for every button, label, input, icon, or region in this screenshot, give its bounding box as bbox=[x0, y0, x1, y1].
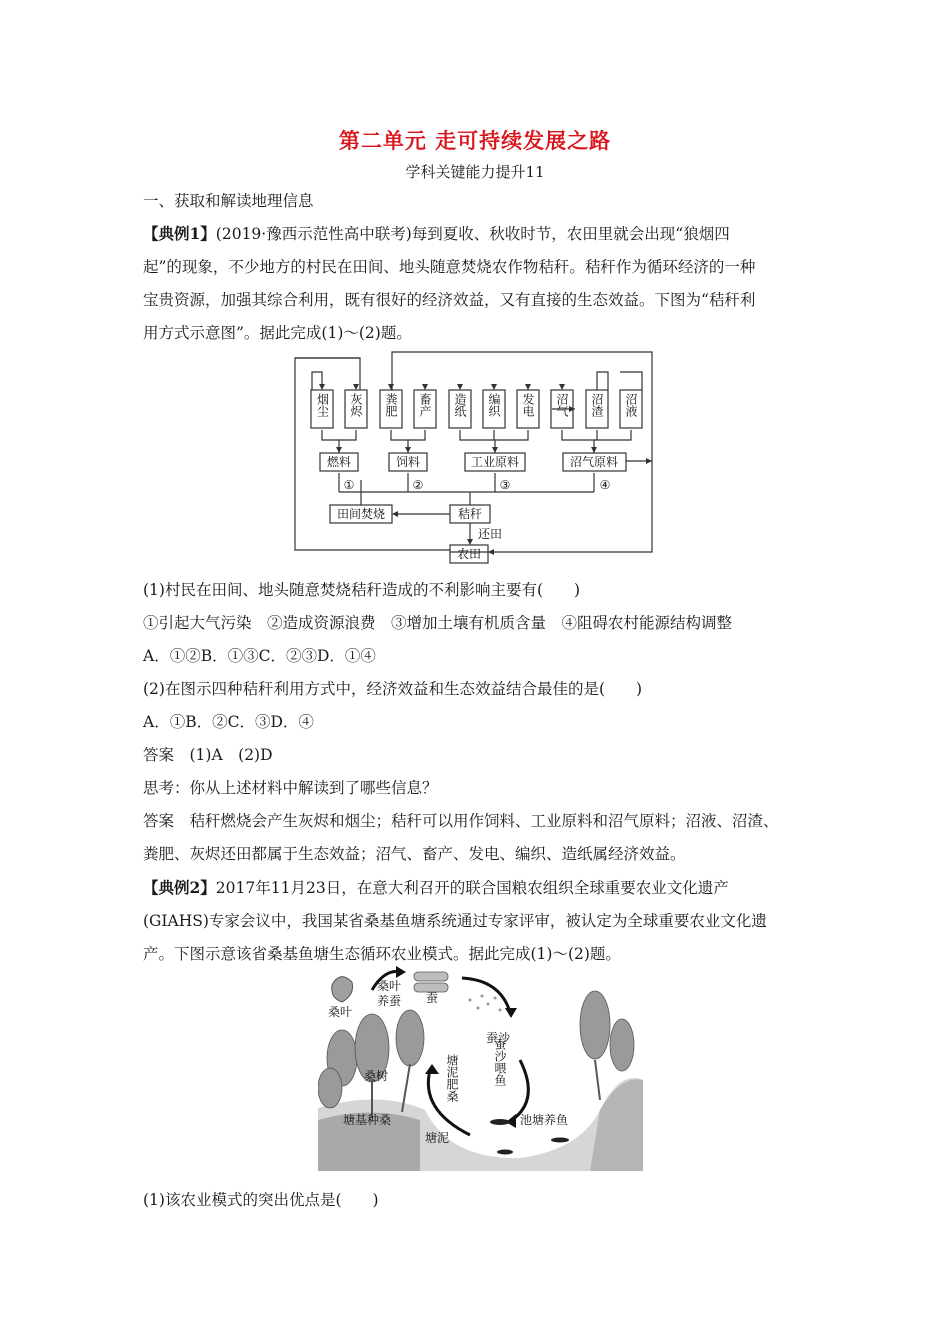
scene-label-silkworm: 蚕 bbox=[425, 991, 439, 1005]
scene-label-tree: 桑树 bbox=[363, 1069, 389, 1083]
flow-box-zaozhi: 造纸 bbox=[453, 393, 467, 417]
flow-box-bianzhi: 编织 bbox=[487, 393, 501, 417]
scene-label-mud: 塘泥 bbox=[424, 1131, 450, 1145]
scene-label-feces: 蚕沙 bbox=[485, 1031, 511, 1045]
flow-box-yanchen: 烟尘 bbox=[315, 393, 330, 417]
scene-label-mud-fertilize: 塘泥肥桑 bbox=[445, 1054, 459, 1102]
page-title: 第二单元 走可持续发展之路 bbox=[338, 128, 612, 153]
flow-box-xuchan: 畜产 bbox=[418, 393, 432, 417]
flow-box-farm: 农田 bbox=[456, 547, 482, 561]
example2-tag: 【典例2】 bbox=[143, 878, 216, 897]
flow-box-straw: 秸秆 bbox=[457, 507, 483, 521]
flow-num-3: ③ bbox=[499, 478, 511, 492]
flow-box-siliao: 饲料 bbox=[395, 455, 421, 469]
straw-usage-diagram bbox=[290, 350, 660, 570]
flow-box-fenfei: 粪肥 bbox=[384, 393, 398, 417]
flow-num-1: ① bbox=[343, 478, 355, 492]
example1-tag: 【典例1】 bbox=[143, 224, 216, 243]
flow-box-burn: 田间焚烧 bbox=[336, 507, 386, 521]
scene-label-fish: 池塘养鱼 bbox=[519, 1113, 569, 1127]
flow-box-gongye: 工业原料 bbox=[470, 455, 520, 469]
section-heading: 一、获取和解读地理信息 bbox=[143, 192, 314, 210]
flow-num-2: ② bbox=[412, 478, 424, 492]
scene-label-feed-fish: 蚕沙喂鱼 bbox=[493, 1038, 507, 1086]
mulberry-fishpond-illustration bbox=[318, 966, 643, 1171]
flow-box-zhaoye: 沼液 bbox=[624, 393, 638, 417]
scene-label-bank: 塘基种桑 bbox=[342, 1113, 392, 1127]
example2-paragraph: 【典例2】2017年11月23日，在意大利召开的联合国粮农组织全球重要农业文化遗产 (GIAHS)专家会议中，我国某省桑基鱼塘系统通过专家评审，被认定为全球重要农业文化遗 产。下图示意该省桑基鱼塘生态循环农业模式。据此完成(1)～(2)题。 bbox=[143, 878, 767, 963]
flow-box-zhaoqiyuanliao: 沼气原料 bbox=[569, 455, 619, 469]
flow-num-4: ④ bbox=[599, 478, 611, 492]
flow-return-label: 还田 bbox=[477, 527, 503, 541]
example2-question1: (1)该农业模式的突出优点是( ) bbox=[143, 1191, 379, 1209]
page-subtitle: 学科关键能力提升11 bbox=[405, 163, 545, 181]
question1: (1)村民在田间、地头随意焚烧秸秆造成的不利影响主要有( ) ①引起大气污染 ②造成资源浪费 ③增加土壤有机质含量 ④阻碍农村能源结构调整 A．①②B．①③C．②③D．①④ (2)在图示四种秸秆利用方式中，经济效益和生态效益结合最佳的是( ) A．①B．②C．③D．④ 答案 (1)A (2)D 思考：你从上述材料中解读到了哪些信息？ 答案 秸秆燃烧会产生灰烬和烟尘；秸秆可以用作饲料、工业原料和沼气原料；沼液、沼渣、 粪肥、灰烬还田都属于生态效益；沼气、畜产、发电、编织、造纸属经济效益。 bbox=[143, 581, 779, 863]
scene-label-feed-silkworm-1: 桑叶 bbox=[376, 979, 402, 993]
flow-box-fadian: 发电 bbox=[521, 393, 535, 417]
flow-box-ranliao: 燃料 bbox=[326, 455, 352, 469]
flow-box-huijin: 灰烬 bbox=[349, 393, 363, 417]
flow-box-zhaoqi: 沼气 bbox=[555, 393, 569, 417]
scene-label-feed-silkworm-2: 养蚕 bbox=[376, 994, 402, 1008]
scene-label-leaf: 桑叶 bbox=[327, 1005, 353, 1019]
example1-paragraph: 【典例1】(2019·豫西示范性高中联考)每到夏收、秋收时节，农田里就会出现“狼烟四 起”的现象，不少地方的村民在田间、地头随意焚烧农作物秸秆。秸秆作为循环经济的一种 宝贵资源，加强其综合利用，既有很好的经济效益，又有直接的生态效益。下图为“秸秆利 用方式示意图”。据此完成(1)～(2)题。 bbox=[143, 224, 756, 342]
flow-box-zhaozha: 沼渣 bbox=[590, 393, 604, 417]
